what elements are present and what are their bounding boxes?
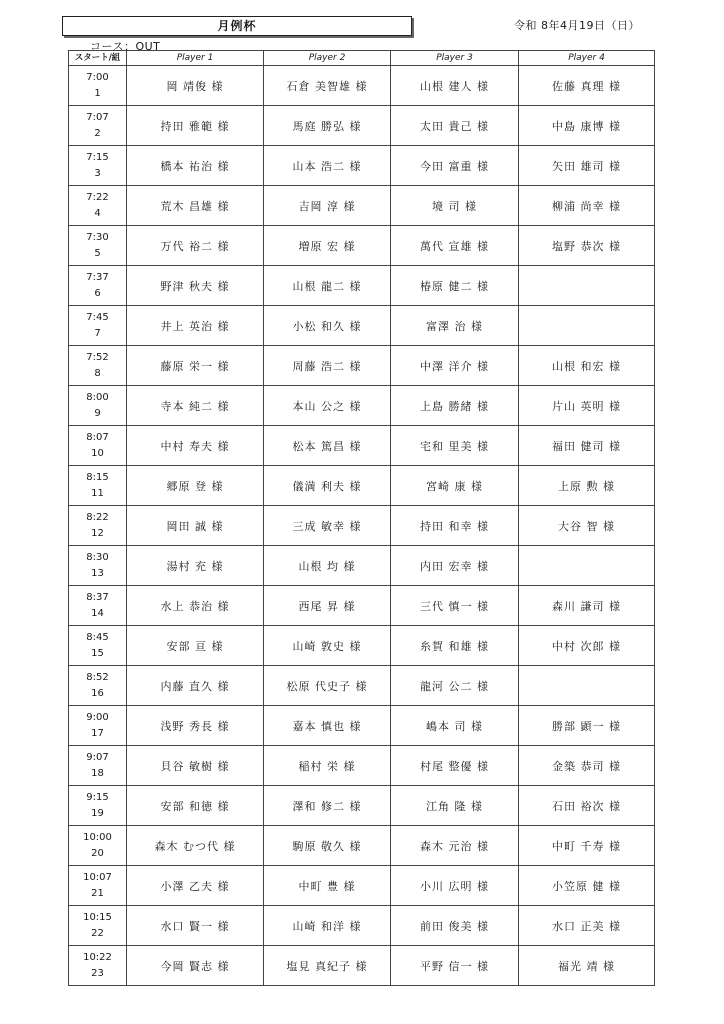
player-1-cell: 森木 むつ代 様 <box>127 826 264 866</box>
player-2-cell: 稲村 栄 様 <box>264 746 391 786</box>
player-3-cell: 今田 富重 様 <box>391 146 519 186</box>
start-time: 8:52 <box>86 671 109 683</box>
start-time: 10:00 <box>83 831 112 843</box>
player-2-cell: 山崎 和洋 様 <box>264 906 391 946</box>
player-2-cell: 石倉 美智雄 様 <box>264 66 391 106</box>
player-3-cell: 村尾 整優 様 <box>391 746 519 786</box>
player-1-cell: 荒木 昌雄 様 <box>127 186 264 226</box>
player-4-cell <box>519 306 655 346</box>
start-time: 8:15 <box>86 471 109 483</box>
table-row <box>69 586 655 626</box>
start-time: 7:30 <box>86 231 109 243</box>
start-cell <box>69 266 127 306</box>
player-2-cell: 吉岡 淳 様 <box>264 186 391 226</box>
table-row <box>69 946 655 986</box>
start-time: 7:07 <box>86 111 109 123</box>
table-row <box>69 266 655 306</box>
player-2-cell: 山根 龍二 様 <box>264 266 391 306</box>
start-time: 7:15 <box>86 151 109 163</box>
group-number: 7 <box>94 327 101 339</box>
player-3-cell: 三代 慎一 様 <box>391 586 519 626</box>
table-row <box>69 146 655 186</box>
player-4-cell: 石田 裕次 様 <box>519 786 655 826</box>
column-header-player-2: Player 2 <box>264 51 391 66</box>
player-4-cell: 山根 和宏 様 <box>519 346 655 386</box>
table-row <box>69 426 655 466</box>
start-cell <box>69 626 127 666</box>
player-3-cell: 椿原 健二 様 <box>391 266 519 306</box>
column-header-start: スタート/組 <box>69 51 127 66</box>
start-time: 10:07 <box>83 871 112 883</box>
player-3-cell: 糸賀 和雄 様 <box>391 626 519 666</box>
start-time: 7:22 <box>86 191 109 203</box>
player-3-cell: 小川 広明 様 <box>391 866 519 906</box>
start-cell <box>69 186 127 226</box>
player-4-cell: 柳浦 尚幸 様 <box>519 186 655 226</box>
player-2-cell: 西尾 昇 様 <box>264 586 391 626</box>
table-body <box>69 66 655 986</box>
start-time: 10:15 <box>83 911 112 923</box>
player-1-cell: 安部 和徳 様 <box>127 786 264 826</box>
group-number: 13 <box>91 567 104 579</box>
player-3-cell: 山根 建人 様 <box>391 66 519 106</box>
player-1-cell: 郷原 登 様 <box>127 466 264 506</box>
player-3-cell: 内田 宏幸 様 <box>391 546 519 586</box>
player-2-cell: 本山 公之 様 <box>264 386 391 426</box>
table-row <box>69 826 655 866</box>
course-label: コース：OUT <box>90 40 161 53</box>
start-cell <box>69 546 127 586</box>
column-header-player-3: Player 3 <box>391 51 519 66</box>
player-2-cell: 山根 均 様 <box>264 546 391 586</box>
column-header-player-4: Player 4 <box>519 51 655 66</box>
player-4-cell: 中町 千寿 様 <box>519 826 655 866</box>
group-number: 4 <box>94 207 101 219</box>
start-time: 8:07 <box>86 431 109 443</box>
group-number: 17 <box>91 727 104 739</box>
player-4-cell: 佐藤 真理 様 <box>519 66 655 106</box>
group-number: 2 <box>94 127 101 139</box>
start-time: 8:00 <box>86 391 109 403</box>
player-2-cell: 松本 篤昌 様 <box>264 426 391 466</box>
start-cell <box>69 386 127 426</box>
player-2-cell: 山本 浩二 様 <box>264 146 391 186</box>
start-cell <box>69 826 127 866</box>
player-2-cell: 小松 和久 様 <box>264 306 391 346</box>
player-3-cell: 平野 信一 様 <box>391 946 519 986</box>
group-number: 8 <box>94 367 101 379</box>
start-cell <box>69 906 127 946</box>
start-cell <box>69 146 127 186</box>
player-4-cell: 中島 康博 様 <box>519 106 655 146</box>
player-1-cell: 水口 賢一 様 <box>127 906 264 946</box>
start-cell <box>69 226 127 266</box>
group-number: 19 <box>91 807 104 819</box>
table-row <box>69 786 655 826</box>
start-time: 7:37 <box>86 271 109 283</box>
player-2-cell: 馬庭 勝弘 様 <box>264 106 391 146</box>
start-time: 9:15 <box>86 791 109 803</box>
table-row <box>69 866 655 906</box>
table-header-row <box>69 51 655 66</box>
player-4-cell: 福光 靖 様 <box>519 946 655 986</box>
start-cell <box>69 786 127 826</box>
player-3-cell: 境 司 様 <box>391 186 519 226</box>
player-4-cell: 中村 次郎 様 <box>519 626 655 666</box>
table-row <box>69 906 655 946</box>
player-4-cell <box>519 546 655 586</box>
start-time: 9:00 <box>86 711 109 723</box>
player-3-cell: 宮崎 康 様 <box>391 466 519 506</box>
player-3-cell: 萬代 宣雄 様 <box>391 226 519 266</box>
player-1-cell: 野津 秋夫 様 <box>127 266 264 306</box>
page-title: 月例杯 <box>62 16 412 36</box>
table-row <box>69 186 655 226</box>
table-row <box>69 506 655 546</box>
player-4-cell: 塩野 恭次 様 <box>519 226 655 266</box>
player-1-cell: 浅野 秀長 様 <box>127 706 264 746</box>
player-1-cell: 岡田 誠 様 <box>127 506 264 546</box>
player-1-cell: 湯村 充 様 <box>127 546 264 586</box>
player-3-cell: 江角 隆 様 <box>391 786 519 826</box>
table-row <box>69 666 655 706</box>
start-time: 9:07 <box>86 751 109 763</box>
table-row <box>69 106 655 146</box>
start-cell <box>69 866 127 906</box>
event-date: 令和 8年4月19日（日） <box>514 19 640 32</box>
player-4-cell <box>519 266 655 306</box>
group-number: 12 <box>91 527 104 539</box>
start-time: 7:45 <box>86 311 109 323</box>
group-number: 9 <box>94 407 101 419</box>
player-4-cell: 上原 勲 様 <box>519 466 655 506</box>
start-cell <box>69 946 127 986</box>
group-number: 20 <box>91 847 104 859</box>
player-2-cell: 駒原 敬久 様 <box>264 826 391 866</box>
player-3-cell: 富澤 治 様 <box>391 306 519 346</box>
start-time: 7:52 <box>86 351 109 363</box>
player-4-cell: 矢田 雄司 様 <box>519 146 655 186</box>
start-cell <box>69 306 127 346</box>
group-number: 1 <box>94 87 101 99</box>
player-4-cell: 片山 英明 様 <box>519 386 655 426</box>
player-3-cell: 嶋本 司 様 <box>391 706 519 746</box>
group-number: 15 <box>91 647 104 659</box>
start-time: 7:00 <box>86 71 109 83</box>
group-number: 21 <box>91 887 104 899</box>
start-time: 8:30 <box>86 551 109 563</box>
start-cell <box>69 106 127 146</box>
player-4-cell: 水口 正美 様 <box>519 906 655 946</box>
player-1-cell: 万代 裕二 様 <box>127 226 264 266</box>
start-cell <box>69 706 127 746</box>
table-row <box>69 346 655 386</box>
player-3-cell: 森木 元治 様 <box>391 826 519 866</box>
player-1-cell: 寺本 純二 様 <box>127 386 264 426</box>
player-1-cell: 橋本 祐治 様 <box>127 146 264 186</box>
player-4-cell: 森川 謙司 様 <box>519 586 655 626</box>
start-time: 10:22 <box>83 951 112 963</box>
player-1-cell: 中村 寿夫 様 <box>127 426 264 466</box>
player-3-cell: 宅和 里美 様 <box>391 426 519 466</box>
player-1-cell: 岡 靖俊 様 <box>127 66 264 106</box>
start-cell <box>69 586 127 626</box>
player-3-cell: 龍河 公二 様 <box>391 666 519 706</box>
start-time: 8:22 <box>86 511 109 523</box>
player-1-cell: 内藤 直久 様 <box>127 666 264 706</box>
player-1-cell: 貝谷 敏樹 様 <box>127 746 264 786</box>
table-row <box>69 746 655 786</box>
group-number: 16 <box>91 687 104 699</box>
group-number: 3 <box>94 167 101 179</box>
player-2-cell: 儀満 利夫 様 <box>264 466 391 506</box>
table-row <box>69 626 655 666</box>
group-number: 18 <box>91 767 104 779</box>
group-number: 14 <box>91 607 104 619</box>
player-3-cell: 中澤 洋介 様 <box>391 346 519 386</box>
group-number: 6 <box>94 287 101 299</box>
player-1-cell: 安部 亘 様 <box>127 626 264 666</box>
table-row <box>69 226 655 266</box>
table-row <box>69 386 655 426</box>
player-3-cell: 太田 貴己 様 <box>391 106 519 146</box>
player-1-cell: 小澤 乙夫 様 <box>127 866 264 906</box>
start-cell <box>69 426 127 466</box>
start-cell <box>69 466 127 506</box>
player-4-cell: 金築 恭司 様 <box>519 746 655 786</box>
player-2-cell: 三成 敏幸 様 <box>264 506 391 546</box>
table-row <box>69 546 655 586</box>
tee-time-table <box>68 50 655 986</box>
player-2-cell: 松原 代史子 様 <box>264 666 391 706</box>
start-cell <box>69 666 127 706</box>
table-row <box>69 706 655 746</box>
start-cell <box>69 346 127 386</box>
player-3-cell: 前田 俊美 様 <box>391 906 519 946</box>
start-time: 8:45 <box>86 631 109 643</box>
player-1-cell: 井上 英治 様 <box>127 306 264 346</box>
group-number: 10 <box>91 447 104 459</box>
player-1-cell: 今岡 賢志 様 <box>127 946 264 986</box>
table-row <box>69 466 655 506</box>
player-2-cell: 嘉本 慎也 様 <box>264 706 391 746</box>
column-header-player-1: Player 1 <box>127 51 264 66</box>
player-4-cell <box>519 666 655 706</box>
group-number: 23 <box>91 967 104 979</box>
group-number: 5 <box>94 247 101 259</box>
table-row <box>69 66 655 106</box>
player-3-cell: 上島 勝緒 様 <box>391 386 519 426</box>
group-number: 11 <box>91 487 104 499</box>
player-4-cell: 小笠原 健 様 <box>519 866 655 906</box>
start-cell <box>69 506 127 546</box>
player-4-cell: 福田 健司 様 <box>519 426 655 466</box>
player-2-cell: 中町 豊 様 <box>264 866 391 906</box>
start-cell <box>69 66 127 106</box>
player-2-cell: 塩見 真紀子 様 <box>264 946 391 986</box>
start-cell <box>69 746 127 786</box>
player-1-cell: 藤原 栄一 様 <box>127 346 264 386</box>
player-2-cell: 増原 宏 様 <box>264 226 391 266</box>
player-4-cell: 勝部 顕一 様 <box>519 706 655 746</box>
player-2-cell: 山崎 敦史 様 <box>264 626 391 666</box>
group-number: 22 <box>91 927 104 939</box>
table-row <box>69 306 655 346</box>
player-3-cell: 持田 和幸 様 <box>391 506 519 546</box>
player-2-cell: 澤和 修二 様 <box>264 786 391 826</box>
player-2-cell: 周藤 浩二 様 <box>264 346 391 386</box>
player-4-cell: 大谷 智 様 <box>519 506 655 546</box>
player-1-cell: 水上 恭治 様 <box>127 586 264 626</box>
player-1-cell: 持田 雅範 様 <box>127 106 264 146</box>
start-time: 8:37 <box>86 591 109 603</box>
